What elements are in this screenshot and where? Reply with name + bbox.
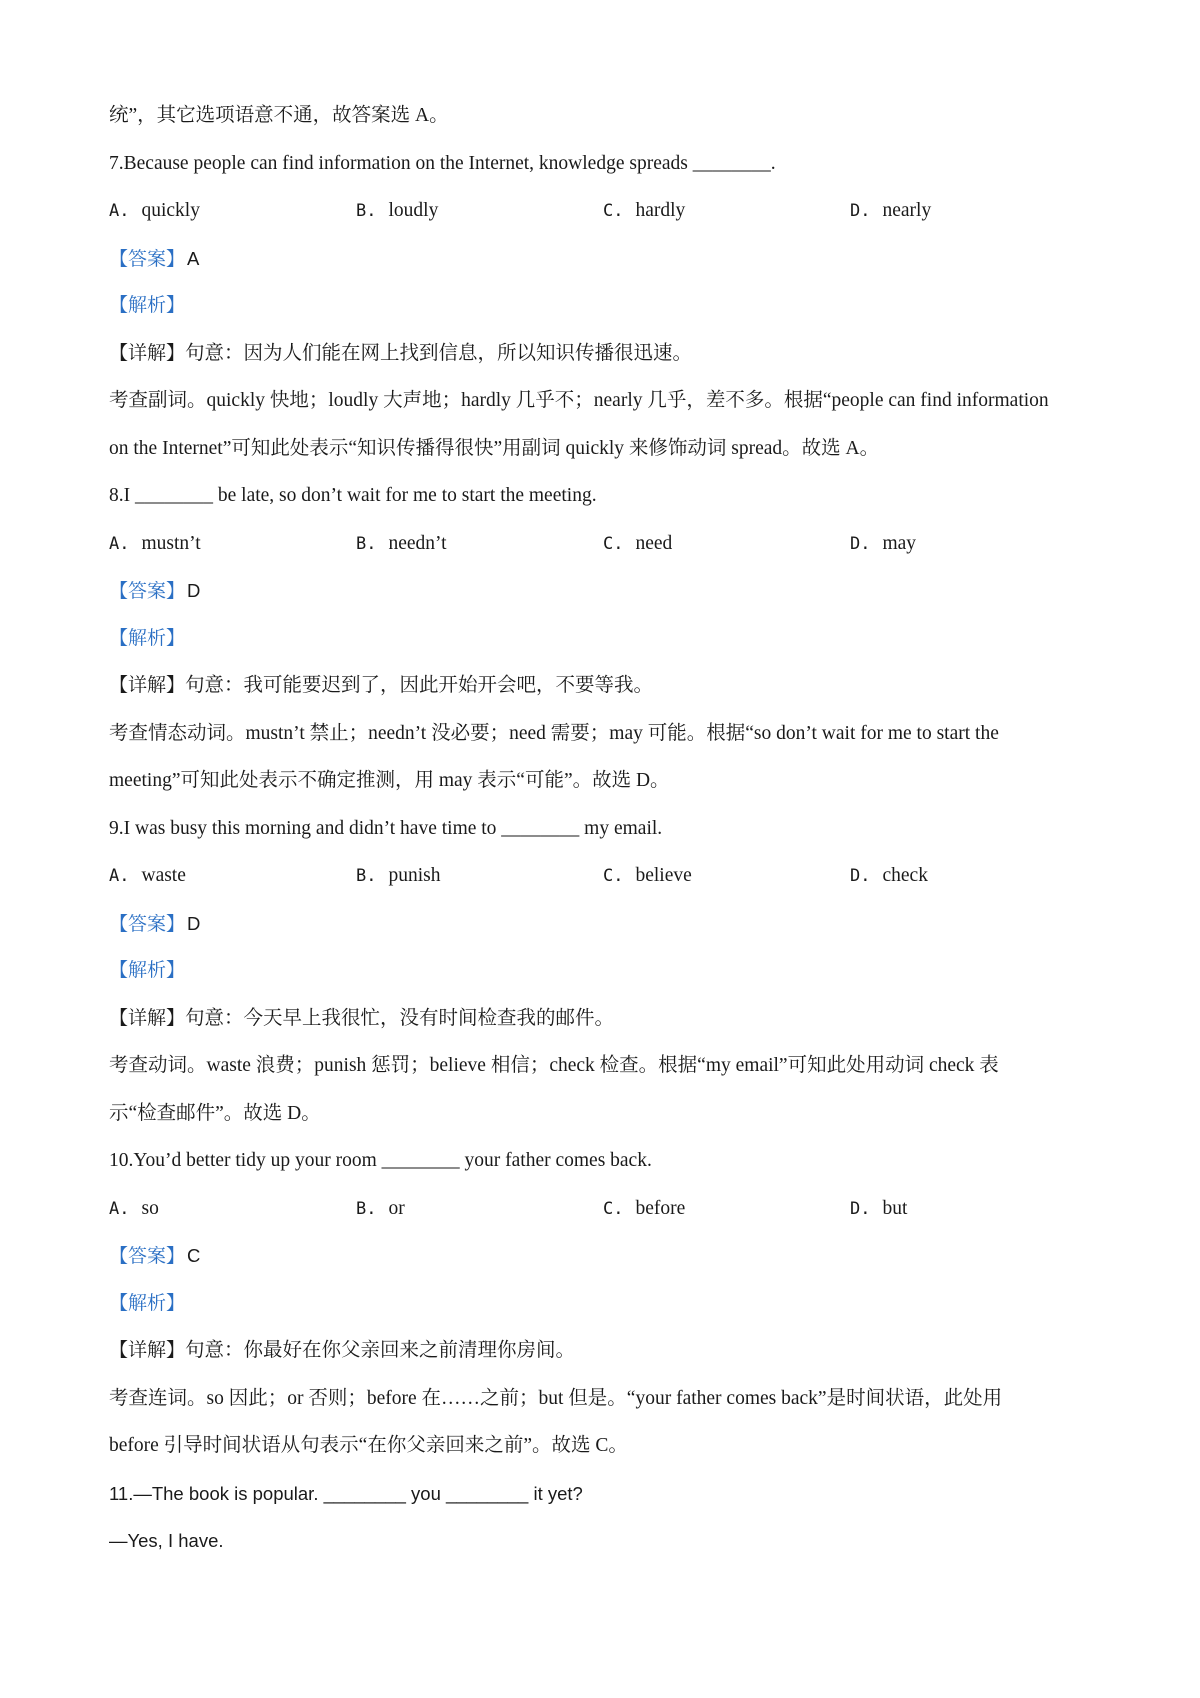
answer-value: D	[187, 912, 201, 934]
detail-tag: 【详解】	[109, 341, 186, 364]
analysis-line	[109, 1280, 1109, 1328]
text-line: 10.You’d better tidy up your room ________ your father comes back.	[109, 1150, 652, 1171]
option-label: B.	[356, 1198, 377, 1219]
answer-line	[109, 235, 1109, 283]
answer-tag: 【答案】	[109, 1245, 186, 1267]
option-label: D.	[850, 1198, 871, 1219]
option-d	[850, 520, 916, 568]
option-label: B.	[356, 866, 377, 886]
text-line: —Yes, I have.	[109, 1530, 224, 1551]
detail-tag: 【详解】	[109, 1006, 186, 1029]
text-line: 示“检查邮件”。故选 D。	[109, 1102, 321, 1124]
detail-text: 句意：我可能要迟到了，因此开始开会吧，不要等我。	[185, 675, 654, 696]
analysis-tag: 【解析】	[109, 626, 186, 649]
text-line: 11.—The book is popular. ________ you ________ it yet?	[109, 1482, 583, 1504]
answer-options	[109, 520, 1109, 568]
answer-line	[109, 900, 1109, 948]
option-b	[356, 187, 438, 235]
option-label: D.	[850, 201, 871, 221]
option-c	[603, 852, 692, 900]
answer-options	[109, 187, 1109, 235]
answer-line	[109, 1232, 1109, 1280]
option-a	[109, 1185, 159, 1233]
option-text: mustn’t	[141, 532, 201, 554]
option-c	[603, 187, 685, 235]
option-label: A.	[109, 1198, 130, 1219]
detail-line	[109, 995, 1109, 1043]
option-text: may	[882, 532, 917, 554]
option-b	[356, 852, 441, 900]
option-label: A.	[109, 533, 130, 554]
option-label: D.	[850, 866, 871, 886]
analysis-line	[109, 947, 1109, 995]
option-label: C.	[603, 201, 624, 221]
text-line: 考查动词。waste 浪费；punish 惩罚；believe 相信；check 检查。根据“my email”可知此处用动词 check 表	[109, 1055, 999, 1076]
option-text: believe	[635, 865, 692, 886]
analysis-line	[109, 615, 1109, 663]
text-line: meeting”可知此处表示不确定推测，用 may 表示“可能”。故选 D。	[109, 770, 670, 791]
text-line: 9.I was busy this morning and didn’t have time to ________ my email.	[109, 817, 663, 839]
detail-text: 句意：因为人们能在网上找到信息，所以知识传播很迅速。	[185, 342, 693, 364]
option-label: B.	[356, 533, 377, 554]
answer-options	[109, 1185, 1109, 1233]
option-text: so	[141, 1197, 159, 1219]
option-text: but	[882, 1197, 908, 1219]
analysis-tag: 【解析】	[109, 1291, 186, 1314]
option-c	[603, 520, 672, 568]
answer-value: D	[187, 580, 201, 601]
text-line: before 引导时间状语从句表示“在你父亲回来之前”。故选 C。	[109, 1435, 628, 1456]
text-line: 8.I ________ be late, so don’t wait for me to start the meeting.	[109, 485, 597, 506]
answer-tag: 【答案】	[109, 580, 186, 602]
text-line: 考查情态动词。mustn’t 禁止；needn’t 没必要；need 需要；may 可能。根据“so don’t wait for me to start the	[109, 722, 999, 744]
detail-tag: 【详解】	[109, 1339, 186, 1361]
answer-options	[109, 852, 1109, 900]
text-line: 考查副词。quickly 快地；loudly 大声地；hardly 几乎不；nearly 几乎，差不多。根据“people can find information	[109, 390, 1049, 411]
option-text: quickly	[141, 200, 200, 221]
detail-line	[109, 330, 1109, 378]
answer-tag: 【答案】	[109, 912, 186, 935]
option-label: B.	[356, 201, 377, 221]
option-d	[850, 187, 931, 235]
option-c	[603, 1185, 685, 1233]
text-line: on the Internet”可知此处表示“知识传播得很快”用副词 quickly 来修饰动词 spread。故选 A。	[109, 437, 880, 459]
answer-tag: 【答案】	[109, 247, 186, 270]
option-a	[109, 852, 186, 900]
detail-line	[109, 1327, 1109, 1375]
option-b	[356, 520, 447, 568]
option-b	[356, 1185, 405, 1233]
option-text: needn’t	[388, 532, 447, 554]
option-label: D.	[850, 533, 871, 554]
text-line: 统”，其它选项语意不通，故答案选 A。	[109, 105, 449, 126]
analysis-line	[109, 282, 1109, 330]
option-text: waste	[141, 865, 186, 886]
option-text: nearly	[882, 200, 932, 221]
option-text: need	[635, 532, 673, 554]
answer-value: A	[187, 247, 200, 269]
option-label: A.	[109, 866, 130, 886]
option-label: C.	[603, 866, 624, 886]
option-label: C.	[603, 533, 624, 554]
option-d	[850, 1185, 907, 1233]
option-a	[109, 187, 200, 235]
option-text: check	[882, 865, 928, 886]
option-d	[850, 852, 928, 900]
answer-line	[109, 567, 1109, 615]
option-label: C.	[603, 1198, 624, 1219]
option-a	[109, 520, 201, 568]
analysis-tag: 【解析】	[109, 294, 186, 316]
option-text: before	[635, 1197, 686, 1219]
text-line: 7.Because people can find information on the Internet, knowledge spreads ________.	[109, 152, 776, 174]
text-line: 考查连词。so 因此；or 否则；before 在……之前；but 但是。“your father comes back”是时间状语，此处用	[109, 1387, 1003, 1409]
option-text: loudly	[388, 200, 439, 221]
option-text: or	[388, 1197, 405, 1219]
detail-tag: 【详解】	[109, 674, 186, 696]
option-text: punish	[388, 865, 441, 886]
answer-value: C	[187, 1245, 201, 1266]
detail-text: 句意：你最好在你父亲回来之前清理你房间。	[185, 1340, 576, 1361]
option-label: A.	[109, 201, 130, 221]
analysis-tag: 【解析】	[109, 959, 186, 981]
detail-line	[109, 662, 1109, 710]
option-text: hardly	[635, 200, 686, 221]
document-page	[109, 92, 1109, 1565]
detail-text: 句意：今天早上我很忙，没有时间检查我的邮件。	[185, 1007, 615, 1029]
